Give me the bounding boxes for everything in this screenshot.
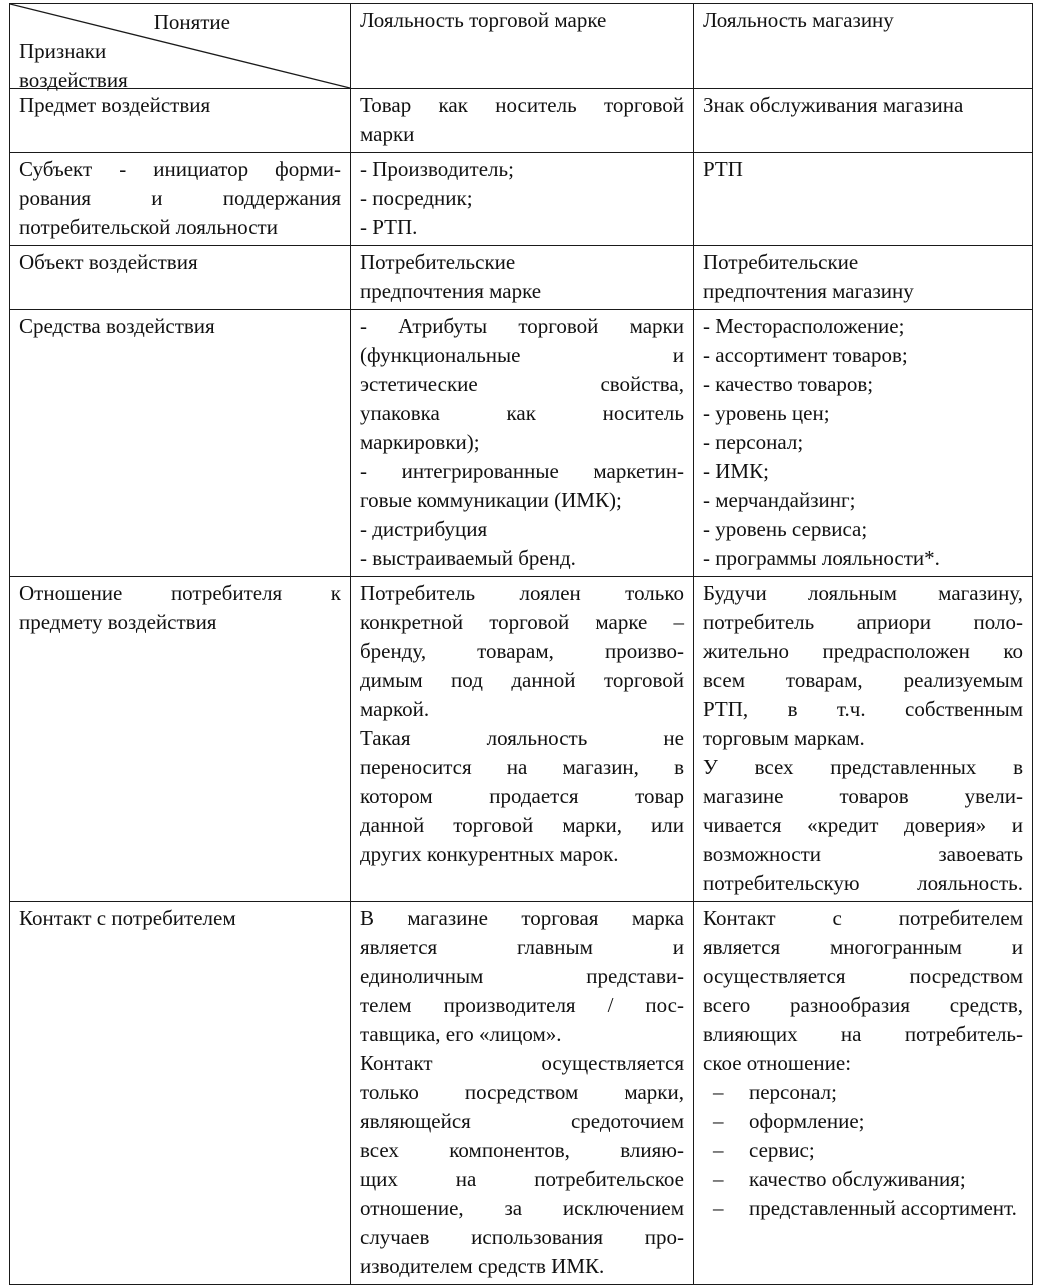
table-row [10,246,1033,310]
table-row [10,577,1033,902]
header-features: Признаки воздействия [19,39,128,92]
brand-cell: В магазине торговая марка является главным и единоличным представи- телем производителя / пос- тавщика, его «лицом». Контакт осуществляется только посредством марки, являющейся средоточием всех компонентов, влияю- щих на потребительское отношение, за исключением случаев использования про- изводителем средств ИМК. [351,902,694,1285]
row-label: Субъект - инициатор форми- рования и поддержания потребительской лояльности [10,153,351,246]
header-concept: Понятие [153,10,230,34]
comparison-table [9,3,1033,1285]
row-label: Контакт с потребителем [10,902,351,1285]
table-row [10,310,1033,577]
brand-cell: Потребительские предпочтения марке [351,246,694,310]
row-label: Средства воздействия [10,310,351,577]
brand-cell: Потребитель лоялен только конкретной торговой марке – бренду, товарам, произво- димым под данной торговой маркой. Такая лояльность не переносится на магазин, в котором продается товар данной торговой марки, или других конкурентных марок. [351,577,694,902]
brand-cell: - Атрибуты торговой марки (функциональные и эстетические свойства, упаковка как носитель маркировки); - интегрированные маркетин- говые коммуникации (ИМК); - дистрибуция - выстраиваемый бренд. [351,310,694,577]
store-cell: Будучи лояльным магазину, потребитель априори поло- жительно предрасположен ко всем товарам, реализуемым РТП, в т.ч. собственным торговым маркам. У всех представленных в магазине товаров увели- чивается «кредит доверия» и возможности завоевать потребительскую лояльность. [694,577,1033,902]
store-cell: РТП [694,153,1033,246]
table-row [10,89,1033,153]
row-label: Объект воздействия [10,246,351,310]
diagonal-header-cell [10,4,351,92]
store-cell: Потребительские предпочтения магазину [694,246,1033,310]
store-cell: - Месторасположение; - ассортимент товаров; - качество товаров; - уровень цен; - персонал; - ИМК; - мерчандайзинг; - уровень сервиса; - программы лояльности*. [694,310,1033,577]
brand-cell: Товар как носитель торговой марки [351,89,694,153]
row-label: Предмет воздействия [10,89,351,153]
list-item: – качество обслуживания; [703,1165,1023,1194]
list-item: – представленный ассортимент. [703,1194,1023,1223]
row-label: Отношение потребителя к предмету воздействия [10,577,351,902]
header-store-loyalty: Лояльность магазину [694,4,1033,89]
brand-cell: - Производитель; - посредник; - РТП. [351,153,694,246]
table-row [10,902,1033,1285]
store-cell: Знак обслуживания магазина [694,89,1033,153]
contact-means-list [703,1078,1023,1223]
header-brand-loyalty: Лояльность торговой марке [351,4,694,89]
list-item: – сервис; [703,1136,1023,1165]
list-item: – персонал; [703,1078,1023,1107]
header-row [10,4,1033,89]
list-item: – оформление; [703,1107,1023,1136]
store-cell: Контакт с потребителем является многогранным и осуществляется посредством всего разнообразия средств, влияющих на потребитель- ское отношение: – персонал; – оформление; – сервис; – качество обслуживания; – представленный ассортимент. [694,902,1033,1285]
table-row [10,153,1033,246]
